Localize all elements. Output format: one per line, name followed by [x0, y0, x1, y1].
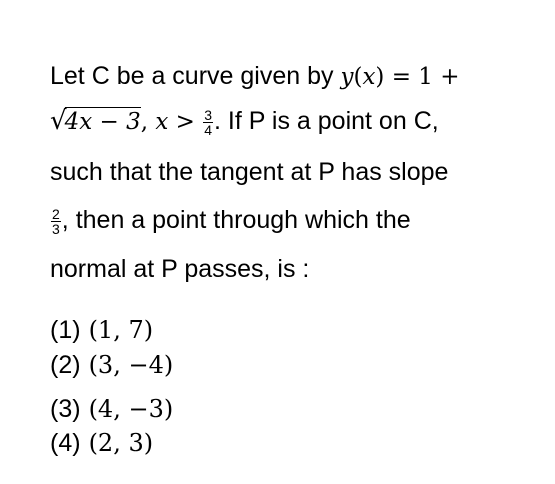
math-symbol: , [140, 109, 156, 135]
math-var: x [155, 109, 169, 135]
fraction-numerator: 2 [52, 205, 60, 222]
sqrt-icon: √ [50, 106, 67, 136]
math-symbol: > [168, 109, 203, 135]
fraction [51, 207, 61, 236]
question-text: Let C be a curve given by [50, 62, 341, 90]
option-value: (1, 7) [88, 316, 154, 344]
option-2[interactable] [50, 349, 173, 381]
option-value: (2, 3) [88, 429, 154, 457]
question-line-2 [50, 106, 439, 137]
math-symbol: ) [375, 64, 385, 90]
option-label: (3) [50, 395, 81, 423]
option-1[interactable] [50, 314, 153, 346]
fraction-denominator: 4 [204, 121, 213, 138]
math-symbol: = 1 + [384, 64, 460, 90]
math-expression [340, 64, 459, 90]
fraction-numerator: 3 [204, 106, 213, 123]
option-4[interactable] [50, 427, 153, 459]
option-label: (4) [50, 429, 81, 457]
fraction-denominator: 3 [52, 220, 60, 237]
question-text: . If P is a point on C, [214, 107, 439, 135]
question-line-4 [50, 205, 411, 236]
option-3[interactable] [50, 393, 173, 425]
question-text: such that the tangent at P has slope [50, 158, 449, 186]
math-var: x [362, 64, 376, 90]
fraction [203, 108, 213, 137]
math-symbol: ( [353, 64, 363, 90]
option-value: (3, −4) [88, 351, 174, 379]
question-text: normal at P passes, is : [50, 255, 310, 283]
question-line-1 [50, 61, 460, 92]
option-label: (1) [50, 316, 81, 344]
square-root [50, 106, 141, 137]
option-label: (2) [50, 351, 81, 379]
radicand: 4x − 3 [64, 109, 141, 135]
question-line-5 [50, 254, 309, 284]
math-var: y [340, 64, 354, 90]
question-line-3 [50, 157, 448, 187]
option-value: (4, −3) [88, 395, 174, 423]
question-text: , then a point through which the [61, 206, 411, 234]
